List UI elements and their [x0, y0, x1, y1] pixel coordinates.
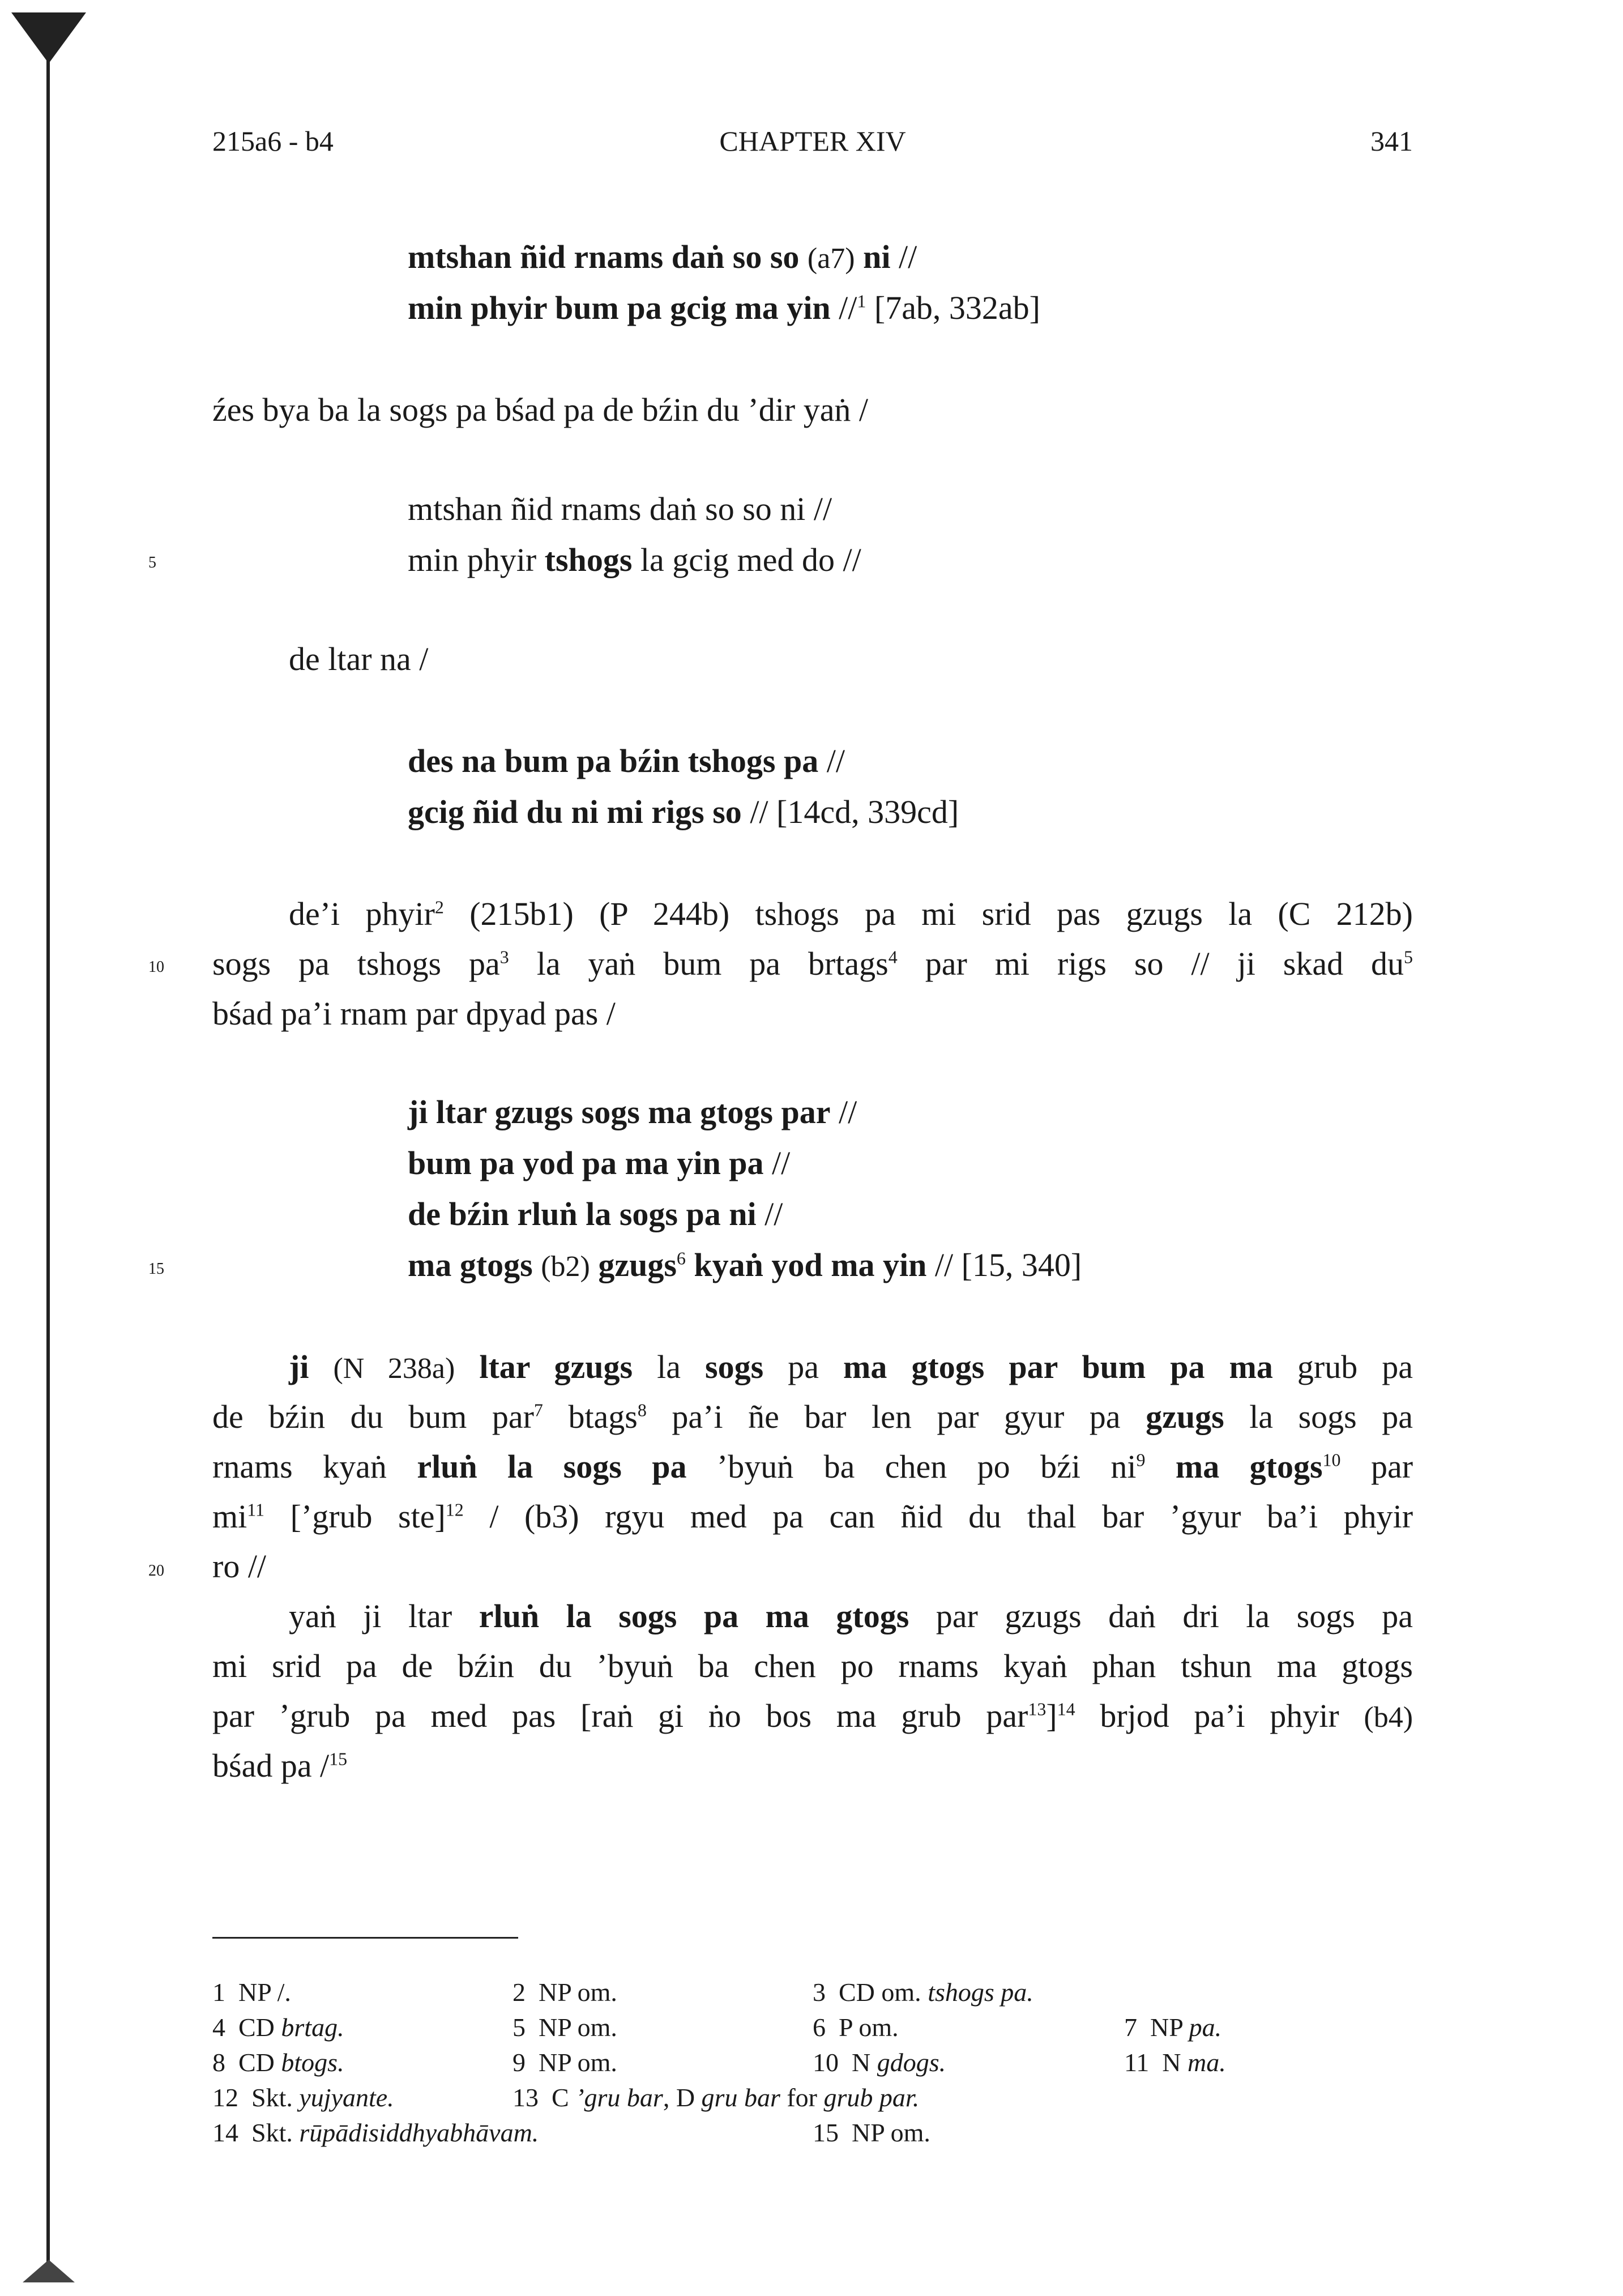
footnote-ref: 13 — [1028, 1698, 1047, 1719]
verse-line: min phyir tshogs la gcig med do // — [408, 541, 861, 578]
footnote-ref: 7 — [533, 1399, 543, 1420]
verse-line: des na bum pa bźin tshogs pa // — [408, 742, 845, 779]
footnote: 15 NP om. — [813, 2118, 930, 2147]
paragraph-line: par ’grub pa med pas [raṅ gi ṅo bos ma grub par$^{13}$]$^{14}$ brjod pa’i phyir (b4) — [212, 1697, 1413, 1734]
footnote-separator — [212, 1937, 518, 1939]
footnote: 13 C ’gru bar, D gru bar for grub par. — [512, 2083, 920, 2112]
footnote-ref: 10 — [1322, 1449, 1341, 1470]
verse-line: min phyir bum pa gcig ma yin //$^1$ [7ab, 332ab] — [408, 289, 1040, 326]
footnote-ref: 4 — [888, 946, 898, 967]
header-chapter-title: CHAPTER XIV — [719, 125, 906, 157]
paragraph-line: ro // — [212, 1548, 267, 1585]
footnote: 6 P om. — [813, 2013, 899, 2042]
margin-marker-bottom — [23, 2260, 75, 2282]
footnote: 10 N gdogs. — [813, 2048, 946, 2077]
footnote-ref: 5 — [1404, 946, 1413, 967]
footnote: 2 NP om. — [512, 1978, 617, 2007]
paragraph-line: mi srid pa de bźin du ’byuṅ ba chen po rnams kyaṅ phan tshun ma gtogs — [212, 1648, 1413, 1684]
paragraph-line: de’i phyir$^2$ (215b1) (P 244b) tshogs pa mi srid pas gzugs la (C 212b) — [289, 895, 1413, 932]
running-header — [212, 125, 1413, 164]
paragraph-line: yaṅ ji ltar rluṅ la sogs pa ma gtogs par gzugs daṅ dri la sogs pa — [289, 1598, 1413, 1634]
footnote: 12 Skt. yujyante. — [212, 2083, 394, 2112]
margin-rule — [46, 34, 50, 2271]
verse-line: ma gtogs (b2) gzugs$^6$ kyaṅ yod ma yin // [15, 340] — [408, 1247, 1082, 1283]
verse-line: de bźin rluṅ la sogs pa ni // — [408, 1196, 783, 1232]
header-folio-range: 215a6 - b4 — [212, 125, 334, 157]
footnote: 8 CD btogs. — [212, 2048, 344, 2077]
footnote-ref: 8 — [637, 1399, 647, 1420]
footnote: 14 Skt. rūpādisiddhyabhāvam. — [212, 2118, 539, 2147]
footnote: 9 NP om. — [512, 2048, 617, 2077]
paragraph-line: ji (N 238a) ltar gzugs la sogs pa ma gtogs par bum pa ma grub pa — [289, 1348, 1413, 1385]
paragraph-line: sogs pa tshogs $pa^3$ la yaṅ bum pa brtags$^4$ par mi rigs so // ji skad $du^5$ — [212, 945, 1413, 982]
footnote-ref: 11 — [247, 1499, 265, 1520]
line-number: 15 — [148, 1260, 164, 1278]
footnote-ref: 14 — [1057, 1698, 1075, 1719]
prose-line: źes bya ba la sogs pa bśad pa de bźin du ’dir yaṅ / — [212, 391, 869, 428]
footnote-ref: 1 — [857, 291, 866, 311]
footnote-ref: 2 — [434, 897, 444, 917]
verse-line: bum pa yod pa ma yin pa // — [408, 1145, 791, 1181]
footnote-ref: 3 — [499, 946, 509, 967]
footnote: 7 NP pa. — [1124, 2013, 1222, 2042]
verse-line: gcig ñid du ni mi rigs so // [14cd, 339cd] — [408, 793, 959, 830]
footnote-ref: 9 — [1136, 1449, 1146, 1470]
footnote-ref: 15 — [329, 1748, 348, 1769]
footnote: 5 NP om. — [512, 2013, 617, 2042]
footnote-ref: 12 — [445, 1499, 464, 1520]
line-number: 20 — [148, 1562, 164, 1580]
footnote: 4 CD brtag. — [212, 2013, 344, 2042]
verse-line: ji ltar gzugs sogs ma gtogs par // — [408, 1094, 857, 1130]
footnote-ref: 6 — [676, 1248, 686, 1269]
line-number: 10 — [148, 958, 164, 976]
verse-line: mtshan ñid rnams daṅ so so ni // — [408, 490, 832, 527]
footnote: 11 N ma. — [1124, 2048, 1226, 2077]
paragraph-line: rnams kyaṅ rluṅ la sogs pa ’byuṅ ba chen po bźi $ni^9$ ma gtogs$^{10}$ par — [212, 1448, 1413, 1485]
verse-line: mtshan ñid rnams daṅ so so (a7) ni // — [408, 238, 917, 275]
footnote: 1 NP /. — [212, 1978, 291, 2007]
line-number: 5 — [148, 554, 156, 571]
page-number: 341 — [1370, 125, 1413, 157]
paragraph-line: bśad pa’i rnam par dpyad pas / — [212, 995, 616, 1032]
footnote: 3 CD om. tshogs pa. — [813, 1978, 1033, 2007]
paragraph-line: $mi^{11}$ [’grub ste]$^{12}$ / (b3) rgyu med pa can ñid du thal bar ’gyur ba’i phyir — [212, 1498, 1413, 1535]
prose-line: de ltar na / — [289, 641, 429, 677]
paragraph-line: bśad pa /$^{15}$ — [212, 1747, 348, 1784]
paragraph-line: de bźin du bum par$^7$ btags$^8$ pa’i ñe bar len par gyur pa gzugs la sogs pa — [212, 1398, 1413, 1435]
